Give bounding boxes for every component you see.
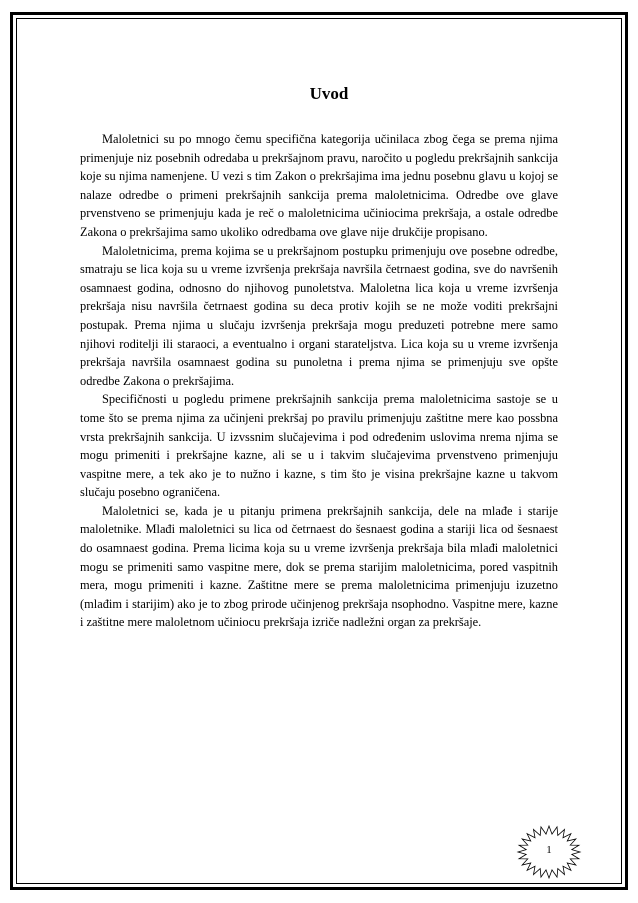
paragraph-2: Maloletnicima, prema kojima se u prekršajnom postupku primenjuju ove posebne odredbe, smatraju se lica koja su u vreme izvršenja prekršaja navršila četrnaest godina, sve do navršenih osamnaest godina, odnosno do njihovog punoletstva. Maloletna lica koja u vreme izvršenja prekršaja nisu navršila četrnaest godina su deca protiv kojih se ne može voditi prekršajni postupak. Prema njima u slučaju izvršenja prekršaja mogu preduzeti potrebne mere samo njihovi roditelji ili staraoci, a eventualno i organi starateljstva. Lica koja su u vreme izvršenja prekršaja navršila osamnaest godina su punoletna i prema njima se primenjuju sve opšte odredbe Zakona o prekršajima. — [80, 243, 558, 388]
document-body — [80, 84, 558, 632]
paragraph-3: Specifičnosti u pogledu primene prekršajnih sankcija prema maloletnicima sastoje se u tome što se prema njima za učinjeni prekršaj po pravilu primenjuju zaštitne mere kao possbna vrsta prekršajnih sankcija. U izvssnim slučajevima i pod određenim uslovima nrema njima se mogu primeniti i prekršajne kazne, ali se u i takvim slučajevima prvenstveno primenjuju vaspitne mere, a tek ako je to nužno i kazne, s tim što je visina prekršajne kazne u takvom slučaju posebno ograničena. — [80, 392, 558, 500]
page-number: 1 — [546, 844, 552, 856]
document-title: Uvod — [309, 84, 349, 103]
page-number-badge — [516, 824, 582, 880]
paragraph-1: Maloletnici su po mnogo čemu specifična kategorija učinilaca zbog čega se prema njima primenjuje niz posebnih odredaba u prekršajnom pravu, naročito u pogledu prekršajnih sankcija koje su njima namenjene. U vezi s tim Zakon o prekršajima ima jednu posebnu glavu u kojoj se nalaze odredbe o primeni prekršajnih sankcija prema maloletnicima. Odredbe ove glave prvenstveno se primenjuju kada je reč o maloletnicima učiniocima prekršaja, a ostale odredbe Zakona o prekršajima samo ukoliko odredbama ove glave nije drukčije propisano. — [80, 132, 558, 239]
paragraph-4: Maloletnici se, kada je u pitanju primena prekršajnih sankcija, dele na mlađe i starije maloletnike. Mlađi maloletnici su lica od četrnaest do šesnaest godina a stariji lica od šesnaest do osamnaest godina. Prema licima koja su u vreme izvršenja prekršaja bila mlađi maloletnici mogu se primeniti samo vaspitne mere, dok se prema starijim maloletnicima, pored vaspitnih mera, mogu primeniti i kazne. Zaštitne mere se prema maloletnicima primenjuju izuzetno (mlađim i starijim) ako je to zbog prirode učinjenog prekršaja nsophodno. Vaspitne mere, kazne i zaštitne mere maloletnom učiniocu prekršaja izriče nadležni organ za prekršaje. — [80, 503, 558, 630]
